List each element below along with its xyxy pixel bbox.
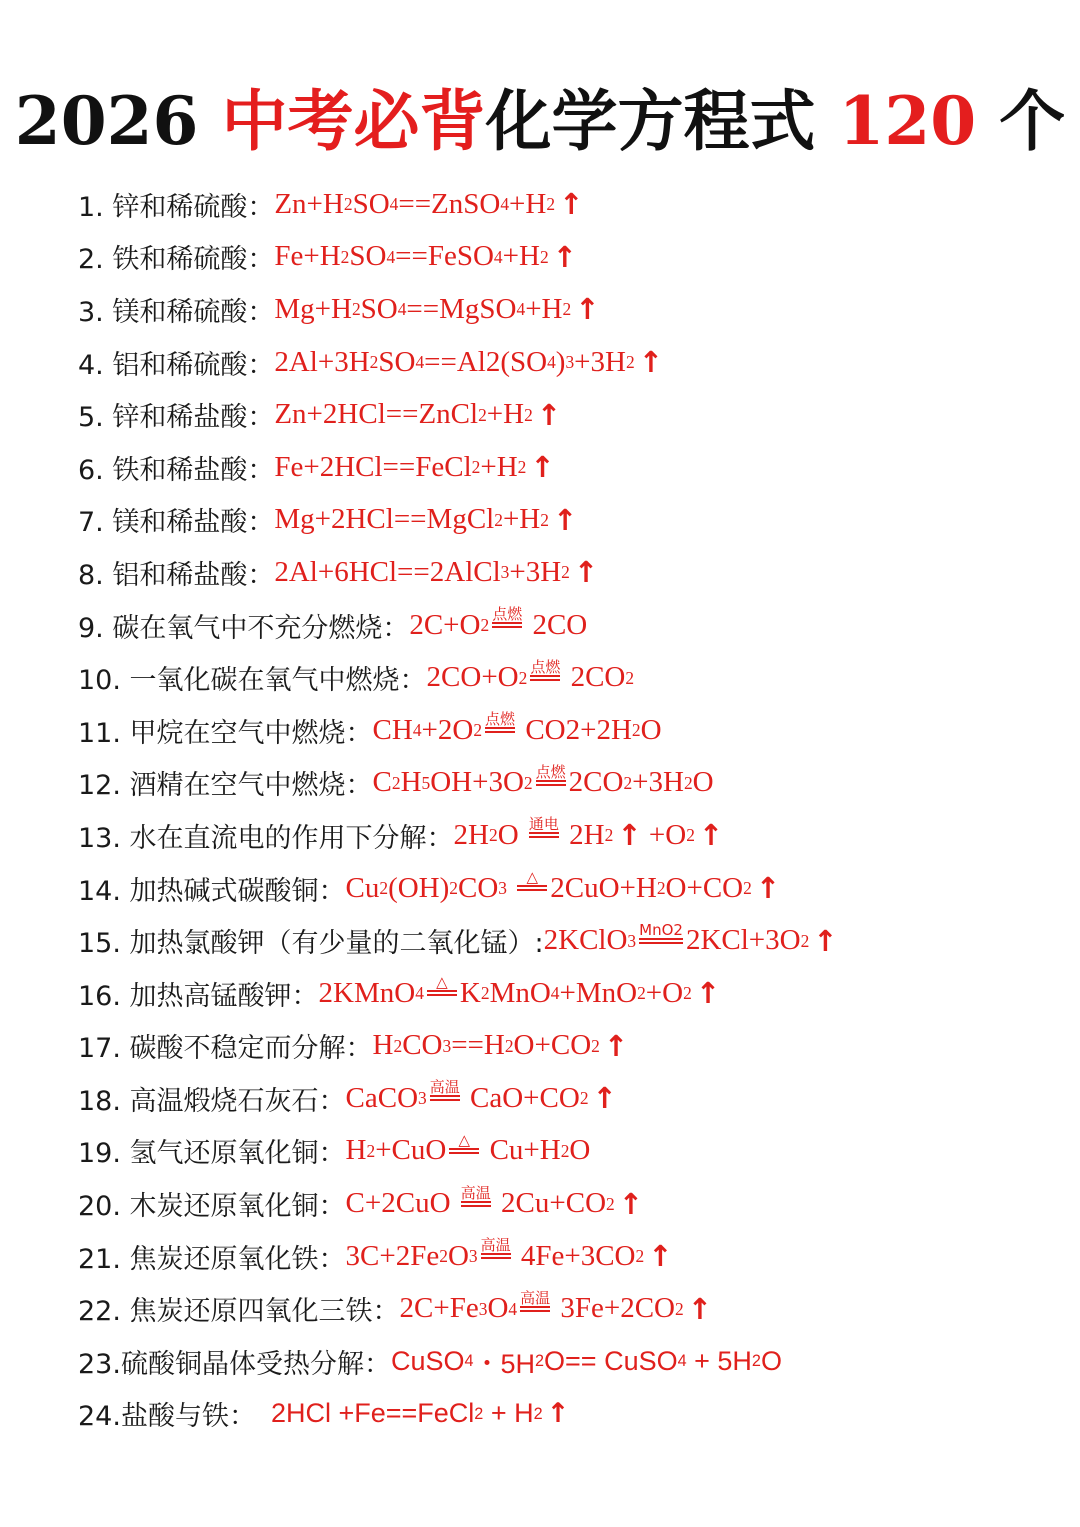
condition-text: △ <box>458 1130 471 1149</box>
gas-arrow-icon: ↑ <box>603 1028 629 1063</box>
formula-text: K <box>459 976 481 1009</box>
formula-text: O <box>487 1292 509 1325</box>
equation-formula: 2C+Fe 3 O 4 高温 3Fe+2CO 2 ↑ <box>399 1288 713 1326</box>
equation-formula: 2H 2 O 通电 2H 2 ↑ +O 2 ↑ <box>453 815 724 853</box>
formula-text: 3C+2Fe <box>345 1239 440 1272</box>
condition-text: 通电 <box>528 815 559 834</box>
equation-label: 3. 镁和稀硫酸： <box>78 296 275 328</box>
equation-row <box>78 1282 1068 1335</box>
gas-arrow-icon: ↑ <box>617 818 642 853</box>
formula-text: MnO <box>489 976 551 1009</box>
equation-formula: 2HCl +Fe==FeCl 2 + H 2 ↑ <box>255 1398 570 1430</box>
equation-label: 10. 一氧化碳在氧气中燃烧： <box>78 665 427 697</box>
formula-text: CuSO <box>390 1345 465 1376</box>
formula-text: Mg+H <box>274 292 352 325</box>
equation-formula: 2C+O 2 点燃 2CO <box>409 605 588 641</box>
formula-text: +3H <box>574 345 626 378</box>
equation-formula: Zn+H 2 SO 4 ==ZnSO 4 +H 2 ↑ <box>274 187 584 222</box>
equation-formula: C 2 H 5 OH+3O 2 点燃 2CO 2 +3H 2 O <box>372 762 714 799</box>
equation-label: 8. 铝和稀盐酸： <box>78 559 275 591</box>
formula-text: CO2+2H <box>518 713 632 746</box>
condition-equals-line <box>461 1201 491 1207</box>
equation-row <box>78 809 1068 862</box>
title-suffix: 个 <box>999 82 1066 160</box>
condition-text: △ <box>526 868 538 887</box>
condition-text: 高温 <box>520 1288 551 1307</box>
gas-arrow-icon: ↑ <box>559 187 584 222</box>
reaction-condition <box>536 764 566 786</box>
formula-text: (OH) <box>388 871 450 904</box>
gas-arrow-icon: ↑ <box>530 450 555 485</box>
equation-label: 16. 加热高锰酸钾： <box>78 980 319 1012</box>
formula-text: 2C+Fe <box>399 1292 479 1325</box>
equation-row <box>78 1020 1068 1073</box>
formula-text: O <box>447 1239 469 1272</box>
gas-arrow-icon: ↑ <box>575 292 600 327</box>
condition-equals-line <box>492 622 522 628</box>
formula-text: 2KClO <box>543 924 628 957</box>
formula-text: Mg+2HCl==MgCl <box>274 503 495 536</box>
equation-label: 22. 焦炭还原四氧化三铁： <box>78 1296 400 1328</box>
title-year: 2026 <box>14 82 199 160</box>
gas-arrow-icon: ↑ <box>648 1239 673 1274</box>
equation-row <box>78 757 1068 810</box>
equation-formula: Fe+H 2 SO 4 ==FeSO 4 +H 2 ↑ <box>274 239 577 274</box>
equation-label: 2. 铁和稀硫酸： <box>78 244 275 276</box>
formula-text: Zn+H <box>274 187 344 220</box>
equation-row <box>78 336 1068 389</box>
formula-text: O <box>640 713 662 746</box>
equation-row <box>78 1335 1068 1388</box>
gas-arrow-icon: ↑ <box>618 1186 644 1221</box>
equation-formula: Mg+2HCl==MgCl 2 +H 2 ↑ <box>274 502 578 537</box>
equation-formula: 2CO+O 2 点燃 2CO 2 <box>426 657 635 694</box>
condition-equals-line <box>639 938 683 944</box>
formula-text: +H <box>502 503 541 536</box>
equation-label: 18. 高温煅烧石灰石： <box>78 1085 346 1117</box>
equation-row <box>78 1125 1068 1178</box>
equation-row <box>78 283 1068 336</box>
formula-text: 4Fe+3CO <box>513 1239 636 1272</box>
formula-text: CaCO <box>345 1081 419 1114</box>
gas-arrow-icon: ↑ <box>552 239 577 274</box>
formula-text: ==MgSO <box>406 292 517 325</box>
condition-equals-line <box>530 675 560 681</box>
formula-text: Fe+2HCl==FeCl <box>274 450 472 483</box>
equation-row <box>78 1230 1068 1283</box>
reaction-condition <box>430 1079 460 1101</box>
gas-arrow-icon: ↑ <box>638 345 663 380</box>
formula-text: Fe+H <box>274 240 341 273</box>
formula-text: H <box>345 1134 367 1167</box>
equation-formula: 2KClO 3 MnO2 2KCl+3O 2 ↑ <box>543 920 838 958</box>
formula-text: SO <box>349 240 387 273</box>
reaction-condition <box>520 1290 550 1312</box>
reaction-condition <box>449 1132 479 1154</box>
formula-text: ==H <box>451 1029 505 1062</box>
equation-row <box>78 231 1068 284</box>
equation-row <box>78 1177 1068 1230</box>
title-middle: 化学方程式 <box>485 82 816 160</box>
condition-text: MnO2 <box>639 920 683 939</box>
formula-text: + 5H <box>686 1345 752 1376</box>
equation-row <box>78 651 1068 704</box>
condition-text: 点燃 <box>485 710 516 729</box>
reaction-condition <box>530 659 560 681</box>
formula-text: +H <box>509 187 547 220</box>
formula-text: 2CO+O <box>426 661 519 694</box>
formula-text: 2Cu+CO <box>493 1187 607 1220</box>
equation-label: 17. 碳酸不稳定而分解： <box>78 1033 373 1065</box>
formula-text <box>507 872 514 905</box>
equation-row <box>78 1388 1068 1441</box>
formula-text: 2KCl+3O <box>685 924 801 957</box>
equation-formula: Fe+2HCl==FeCl 2 +H 2 ↑ <box>274 450 555 485</box>
formula-text: +H <box>480 450 518 483</box>
reaction-condition <box>517 869 547 891</box>
formula-text: Zn+2HCl==ZnCl <box>274 398 479 431</box>
equation-formula: H 2 CO 3 ==H 2 O+CO 2 ↑ <box>372 1028 629 1063</box>
equation-row <box>78 494 1068 547</box>
formula-text: 3Fe+2CO <box>553 1292 675 1325</box>
equation-label: 5. 锌和稀盐酸： <box>78 402 275 434</box>
formula-text: ==Al2(SO <box>424 345 548 378</box>
condition-equals-line <box>517 885 547 891</box>
formula-text: +O <box>641 818 687 851</box>
formula-text: 2H <box>561 818 605 851</box>
condition-equals-line <box>520 1306 550 1312</box>
formula-text: CO <box>457 871 499 904</box>
condition-text: 高温 <box>460 1183 491 1202</box>
formula-text: +H <box>525 292 563 325</box>
equation-formula: CaCO 3 高温 CaO+CO 2 ↑ <box>345 1078 617 1116</box>
formula-text: 2Al+6HCl==2AlCl <box>274 555 501 588</box>
equation-label: 19. 氢气还原氧化铜： <box>78 1138 346 1170</box>
equation-label: 13. 水在直流电的作用下分解： <box>78 822 454 854</box>
formula-text: H <box>372 1029 394 1062</box>
gas-arrow-icon: ↑ <box>687 1291 713 1326</box>
reaction-condition <box>461 1185 491 1207</box>
gas-arrow-icon: ↑ <box>592 1081 617 1116</box>
equation-label: 15. 加热氯酸钾（有少量的二氧化锰）: <box>78 928 544 960</box>
formula-text: ・5H <box>473 1348 536 1379</box>
equation-row <box>78 599 1068 652</box>
equation-row <box>78 967 1068 1020</box>
gas-arrow-icon: ↑ <box>755 871 781 906</box>
equation-label: 20. 木炭还原氧化铜： <box>78 1191 346 1223</box>
equation-row <box>78 704 1068 757</box>
equation-formula: Cu 2 (OH) 2 CO 3 △ 2CuO+H 2 O+CO 2 ↑ <box>345 868 781 906</box>
equation-formula: C+2CuO 高温 2Cu+CO 2 ↑ <box>345 1183 644 1221</box>
formula-text: O <box>569 1134 591 1167</box>
formula-text: ==ZnSO <box>398 187 501 220</box>
gas-arrow-icon: ↑ <box>813 923 838 958</box>
formula-text: O+CO <box>513 1029 592 1062</box>
formula-text: +3H <box>509 555 562 588</box>
formula-text: 2KMnO <box>318 976 416 1009</box>
gas-arrow-icon: ↑ <box>698 818 724 853</box>
equation-formula: CH 4 +2O 2 点燃 CO2+2H 2 O <box>372 710 662 746</box>
formula-text: SO <box>378 345 416 378</box>
formula-text: Cu <box>345 871 380 904</box>
formula-text: +MnO <box>559 976 638 1009</box>
equation-formula: CuSO 4 ・5H 2 O== CuSO 4 + 5H 2 O <box>391 1342 782 1381</box>
equation-label: 9. 碳在氧气中不充分燃烧： <box>78 612 410 644</box>
reaction-condition <box>639 922 683 944</box>
formula-text: O <box>760 1345 782 1376</box>
formula-text: 2CO <box>563 661 626 694</box>
equation-row <box>78 388 1068 441</box>
formula-text: O <box>692 766 714 799</box>
formula-text: 2CuO+H <box>550 871 657 904</box>
formula-text: ==FeSO <box>395 240 494 273</box>
gas-arrow-icon: ↑ <box>536 397 562 432</box>
formula-text: H <box>400 766 422 799</box>
condition-equals-line <box>481 1253 511 1259</box>
formula-text: 2C+O <box>409 608 481 641</box>
equation-label: 11. 甲烷在空气中燃烧： <box>78 717 373 749</box>
formula-text: O+CO <box>665 871 744 904</box>
equation-row <box>78 178 1068 231</box>
equation-label: 23.硫酸铜晶体受热分解： <box>78 1348 391 1380</box>
equation-row <box>78 546 1068 599</box>
equation-label: 14. 加热碱式碳酸铜： <box>78 875 346 907</box>
equation-row <box>78 914 1068 967</box>
condition-text: 高温 <box>429 1078 460 1097</box>
formula-text: 2CO <box>525 608 588 641</box>
formula-text: 2CO <box>568 766 624 799</box>
formula-text: 2H <box>453 818 489 851</box>
equation-row <box>78 1072 1068 1125</box>
reaction-condition <box>427 974 457 996</box>
formula-text: CaO+CO <box>462 1081 580 1114</box>
equation-label: 12. 酒精在空气中燃烧： <box>78 770 373 802</box>
formula-text: +O <box>645 976 684 1009</box>
equation-label: 4. 铝和稀硫酸： <box>78 349 275 381</box>
formula-text: CO <box>402 1029 443 1062</box>
equation-row <box>78 441 1068 494</box>
formula-text: ) <box>555 345 566 378</box>
title-highlight: 中考必背 <box>221 82 486 160</box>
equation-label: 1. 锌和稀硫酸： <box>78 191 275 223</box>
reaction-condition <box>492 606 522 628</box>
formula-text: +CuO <box>375 1134 447 1167</box>
formula-text: + H <box>483 1398 534 1429</box>
equation-label: 21. 焦炭还原氧化铁： <box>78 1243 346 1275</box>
condition-equals-line <box>536 780 566 786</box>
equation-label: 7. 镁和稀盐酸： <box>78 507 275 539</box>
condition-equals-line <box>449 1148 479 1154</box>
formula-text: 2HCl +Fe==FeCl <box>255 1398 475 1429</box>
condition-text: 高温 <box>480 1236 511 1255</box>
formula-text: +2O <box>421 713 474 746</box>
condition-equals-line <box>430 1095 460 1101</box>
condition-equals-line <box>529 832 559 838</box>
title-count: 120 <box>838 82 977 160</box>
equation-formula: Mg+H 2 SO 4 ==MgSO 4 +H 2 ↑ <box>274 292 600 327</box>
equation-formula: 2Al+6HCl==2AlCl 3 +3H 2 ↑ <box>274 555 599 590</box>
equation-formula: 2Al+3H 2 SO 4 ==Al2(SO 4 ) 3 +3H 2 ↑ <box>274 345 663 380</box>
formula-text: Cu+H <box>482 1134 561 1167</box>
formula-text: +3H <box>632 766 684 799</box>
equation-formula: 3C+2Fe 2 O 3 高温 4Fe+3CO 2 ↑ <box>345 1236 673 1274</box>
formula-text: O== CuSO <box>544 1345 678 1376</box>
reaction-condition <box>481 1237 511 1259</box>
equation-list <box>78 178 1068 1440</box>
equation-formula: Zn+2HCl==ZnCl 2 +H 2 ↑ <box>274 397 562 432</box>
formula-text: 2Al+3H <box>274 345 370 378</box>
equation-label: 24.盐酸与铁： <box>78 1401 256 1433</box>
equation-label: 6. 铁和稀盐酸： <box>78 454 275 486</box>
condition-text: 点燃 <box>492 605 523 624</box>
formula-text: C+2CuO <box>345 1187 458 1220</box>
formula-text: CH <box>372 713 413 746</box>
page-title <box>0 78 1080 164</box>
condition-text: 点燃 <box>530 657 561 676</box>
formula-text: SO <box>352 187 390 220</box>
gas-arrow-icon: ↑ <box>695 976 721 1011</box>
equation-formula: H 2 +CuO △ Cu+H 2 O <box>345 1130 591 1167</box>
condition-equals-line <box>427 990 457 996</box>
condition-text: △ <box>436 973 448 992</box>
formula-text: C <box>372 766 392 799</box>
formula-text: OH+3O <box>430 766 524 799</box>
equation-formula: 2KMnO 4 △ K 2 MnO 4 +MnO 2 +O 2 ↑ <box>318 973 721 1011</box>
formula-text: +H <box>502 240 540 273</box>
condition-text: 点燃 <box>535 762 566 781</box>
formula-text: SO <box>360 292 398 325</box>
gas-arrow-icon: ↑ <box>552 502 578 537</box>
condition-equals-line <box>485 727 515 733</box>
formula-text: +H <box>486 398 525 431</box>
formula-text: O <box>497 818 526 851</box>
reaction-condition <box>529 816 559 838</box>
reaction-condition <box>485 711 515 733</box>
gas-arrow-icon: ↑ <box>573 555 599 590</box>
equation-row <box>78 862 1068 915</box>
gas-arrow-icon: ↑ <box>546 1398 570 1430</box>
